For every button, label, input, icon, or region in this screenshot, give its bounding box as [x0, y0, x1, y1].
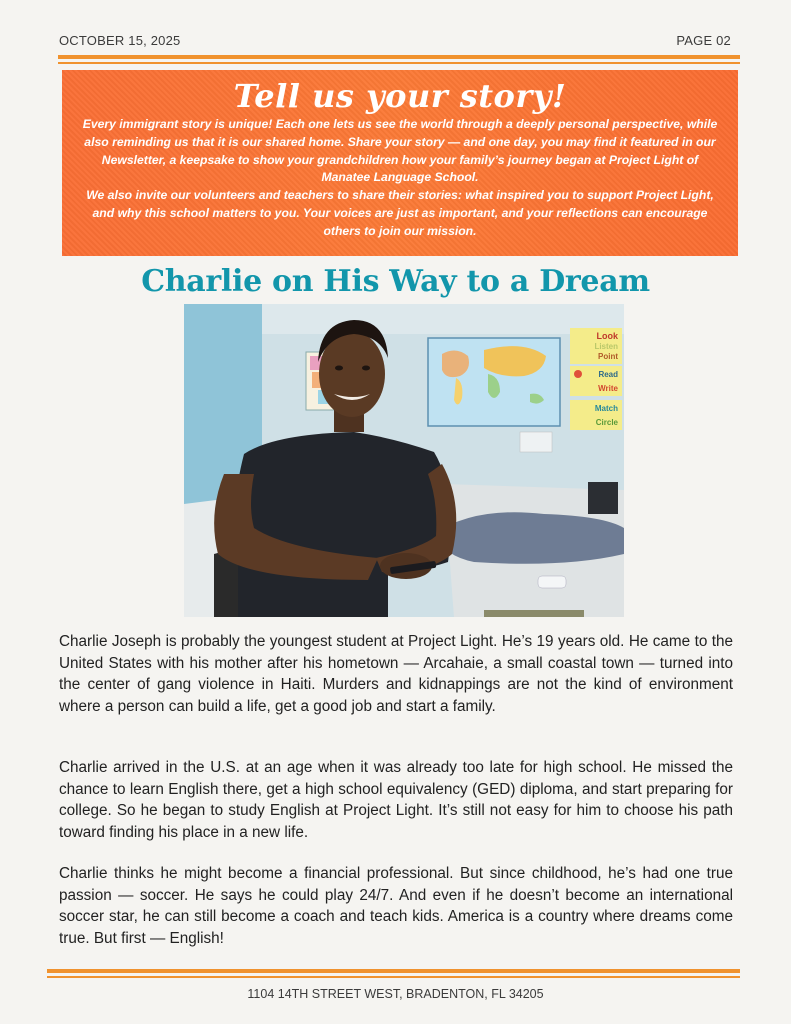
footer-address: 1104 14TH STREET WEST, BRADENTON, FL 34205 [247, 987, 544, 1001]
sign-look: Look [596, 331, 618, 341]
footer-rule-thick [47, 969, 740, 973]
sign-write: Write [598, 384, 618, 393]
sign-circle: Circle [595, 418, 618, 427]
header-rule-thin [58, 62, 740, 64]
article-title: Charlie on His Way to a Dream [141, 264, 650, 299]
article-paragraph-1: Charlie Joseph is probably the youngest student at Project Light. He’s 19 years old. He came to the United States with his mother after his hometown — Arcahaie, a small coastal town — turned into the center of gang violence in Haiti. Murders and kidnappings are not the kind of environment where a person can build a life, get a good job and start a family. [59, 633, 733, 715]
footer-rule-thin [47, 976, 740, 978]
banner-paragraph-2: We also invite our volunteers and teachers to share their stories: what inspired you to support Project Light, and why this school matters to you. Your voices are just as important, and your reflections can encourage others to join our mission. [86, 188, 714, 238]
sign-point: Point [598, 352, 618, 361]
header-date: OCTOBER 15, 2025 [59, 33, 181, 48]
sign-match: Match [594, 404, 618, 413]
banner-title: Tell us your story! [233, 77, 567, 115]
sign-read: Read [598, 370, 618, 379]
article-paragraph-3: Charlie thinks he might become a financial professional. But since childhood, he’s had one true passion — soccer. He says he could play 24/7. And even if he doesn’t become an international soccer star, he can still become a coach and teach kids. America is a country where dreams come true. But first — English! [59, 865, 733, 947]
header-rule-thick [58, 55, 740, 59]
banner-paragraph-1: Every immigrant story is unique! Each one lets us see the world through a deeply personal perspective, while also reminding us that it is our shared home. Share your story — and one day, you may find it featured in our Newsletter, a keepsake to show your grandchildren how your family’s journey began at Project Light of Manatee Language School. [82, 117, 718, 185]
article-paragraph-2: Charlie arrived in the U.S. at an age when it was already too late for high school. He missed the chance to learn English there, get a high school equivalency (GED) diploma, and start preparing for college. So he began to study English at Project Light. It’s still not easy for him to choose his path toward finding his place in a new life. [59, 759, 733, 841]
sign-listen: Listen [594, 342, 618, 351]
story-invite-banner [62, 70, 738, 256]
student-photo-illustration [184, 304, 624, 617]
article-photo [184, 304, 624, 617]
header-page-number: PAGE 02 [676, 33, 731, 48]
